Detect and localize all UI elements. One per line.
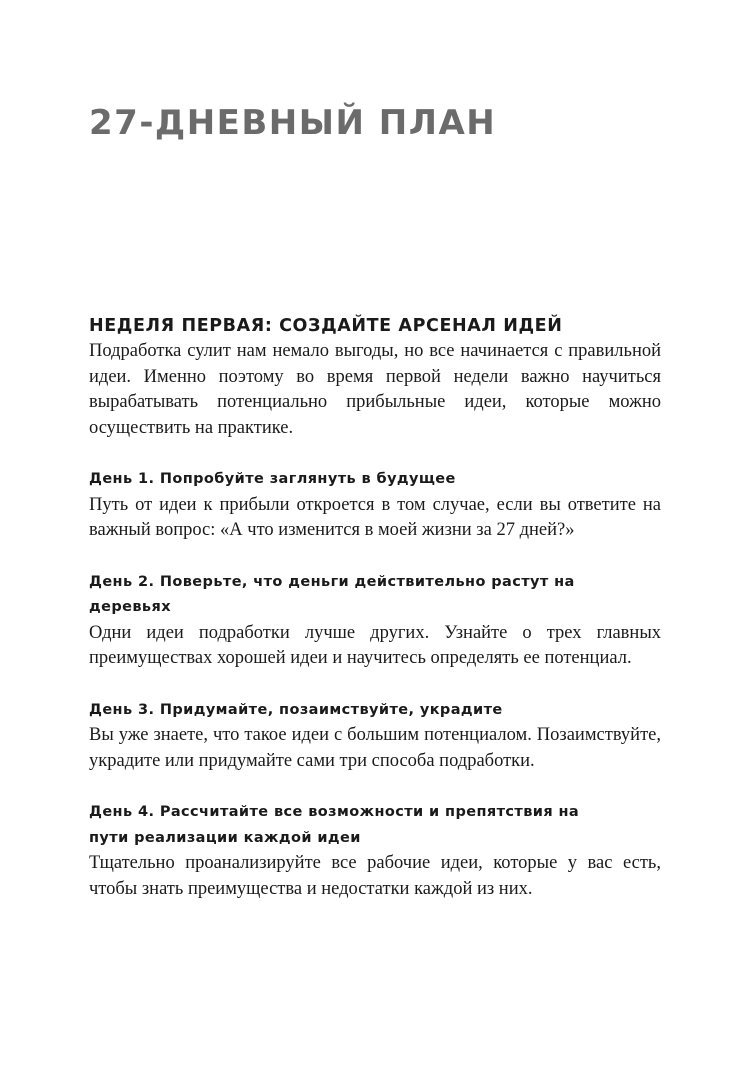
- day-2-text: Одни идеи подработки лучше других. Узнайте о трех главных преимуществах хорошей идеи и научитесь определять ее потенциал.: [89, 622, 661, 668]
- day-1-heading: День 1. Попробуйте заглянуть в будущее: [89, 471, 456, 487]
- day-4-text: Тщательно проанализируйте все рабочие идеи, которые у вас есть, чтобы знать преимущества и недостатки каждой из них.: [89, 853, 661, 899]
- week-intro: Подработка сулит нам немало выгоды, но все начинается с правильной идеи. Именно поэтому во время первой недели важно научиться вырабатывать потенциально прибыльные идеи, которые можно осуществить на практике.: [89, 341, 661, 438]
- day-4-heading: День 4. Рассчитайте все возможности и препятствия на пути реализации каждой идеи: [89, 804, 580, 846]
- day-3-heading: День 3. Придумайте, позаимствуйте, украдите: [89, 701, 503, 718]
- day-1-section: [89, 467, 661, 544]
- day-2-heading: День 2. Поверьте, что деньги действительно растут на деревьях: [89, 573, 575, 615]
- day-4-section: [89, 800, 661, 902]
- page-content: [89, 313, 661, 902]
- day-1-text: Путь от идеи к прибыли откроется в том случае, если вы ответите на важный вопрос: «А что изменится в моей жизни за 27 дней?»: [89, 494, 661, 540]
- page-title: 27-ДНЕВНЫЙ ПЛАН: [89, 103, 497, 143]
- day-2-section: [89, 570, 661, 672]
- day-3-text: Вы уже знаете, что такое идеи с большим потенциалом. Позаимствуйте, украдите или придумайте сами три способа подработки.: [89, 725, 661, 771]
- day-3-section: [89, 698, 661, 775]
- week-heading: НЕДЕЛЯ ПЕРВАЯ: СОЗДАЙТЕ АРСЕНАЛ ИДЕЙ: [89, 316, 563, 336]
